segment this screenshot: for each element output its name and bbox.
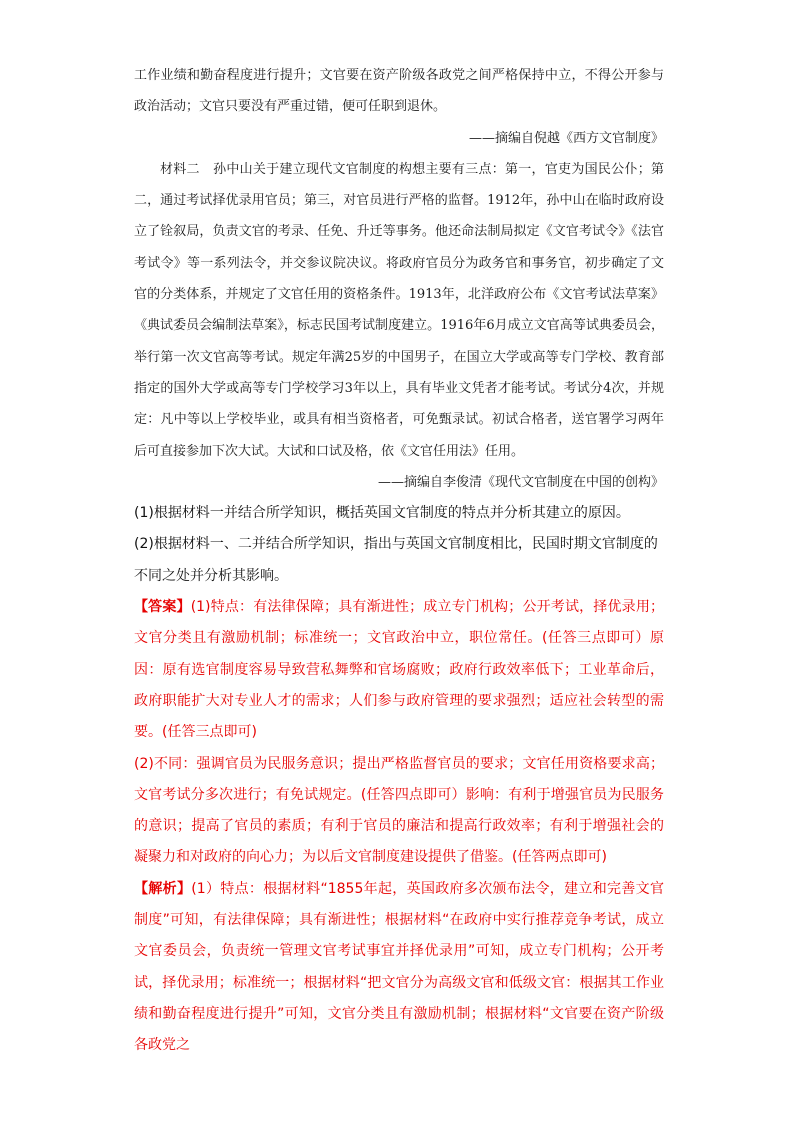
source-citation-1: ——摘编自倪越《西方文官制度》 <box>468 130 664 146</box>
analysis-tag: 【解析】 <box>134 880 192 897</box>
material1-tail: 工作业绩和勤奋程度进行提升；文官要在资产阶级各政党之间严格保持中立，不得公开参与政治活动；文官只要没有严重过错，便可任职到退休。 <box>134 68 664 115</box>
document-content <box>134 60 664 1062</box>
material2-paragraph: 材料二 孙中山关于建立现代文官制度的构想主要有三点：第一，官吏为国民公仆；第二，通过考试择优录用官员；第三，对官员进行严格的监督。1912年，孙中山在临时政府设立了铨叙局，负责文官的考录、任免、升迁等事务。他还命法制局拟定《文官考试令》《法官考试令》等一系列法令，并交参议院决议。将政府官员分为政务官和事务官，初步确定了文官的分类体系，并规定了文官任用的资格条件。1913年，北洋政府公布《文官考试法草案》《典试委员会编制法草案》，标志民国考试制度建立。1916年6月成立文官高等试典委员会，举行第一次文官高等考试。规定年满25岁的中国男子，在国立大学或高等专门学校、教育部指定的国外大学或高等专门学校学习3年以上，具有毕业文凭者才能考试。考试分4次，并规定：凡中等以上学校毕业，或具有相当资格者，可免甄录试。初试合格者，送官署学习两年后可直接参加下次大试。大试和口试及格，依《文官任用法》任用。 <box>134 161 664 459</box>
analysis-text: (1）特点：根据材料“1855年起，英国政府多次颁布法令，建立和完善文官制度”可知，有法律保障；具有渐进性；根据材料“在政府中实行推荐竞争考试，成立文官委员会，负责统一管理文官考试事宜并择优录用”可知，成立专门机构；公开考试，择优录用；标准统一；根据材料“把文官分为高级文官和低级文官：根据其工作业绩和勤奋程度进行提升”可知，文官分类且有激励机制；根据材料“文官要在资产阶级各政党之 <box>134 880 665 1054</box>
source-citation-2: ——摘编自李俊清《现代文官制度在中国的创构》 <box>377 474 664 490</box>
answer-tag: 【答案】 <box>134 599 191 616</box>
answer-1 <box>134 592 664 748</box>
question-2: (2)根据材料一、二并结合所学知识，指出与英国文官制度相比，民国时期文官制度的不同之处并分析其影响。 <box>134 536 658 584</box>
answer-1-text: (1)特点：有法律保障；具有渐进性；成立专门机构；公开考试，择优录用；文官分类且有激励机制；标准统一；文官政治中立，职位常任。(任答三点即可）原因：原有选官制度容易导致营私舞弊和官场腐败；政府行政效率低下；工业革命后，政府职能扩大对专业人才的需求；人们参与政府管理的要求强烈；适应社会转型的需要。(任答三点即可) <box>134 599 664 741</box>
answer-2: (2)不同：强调官员为民服务意识；提出严格监督官员的要求；文官任用资格要求高；文官考试分多次进行；有免试规定。(任答四点即可）影响：有利于增强官员为民服务的意识；提高了官员的素质；有利于官员的廉洁和提高行政效率；有利于增强社会的凝聚力和对政府的向心力；为以后文官制度建设提供了借鉴。(任答两点即可) <box>134 755 664 866</box>
analysis <box>134 874 664 1062</box>
question-1: (1)根据材料一并结合所学知识，概括英国文官制度的特点并分析其建立的原因。 <box>134 505 630 522</box>
